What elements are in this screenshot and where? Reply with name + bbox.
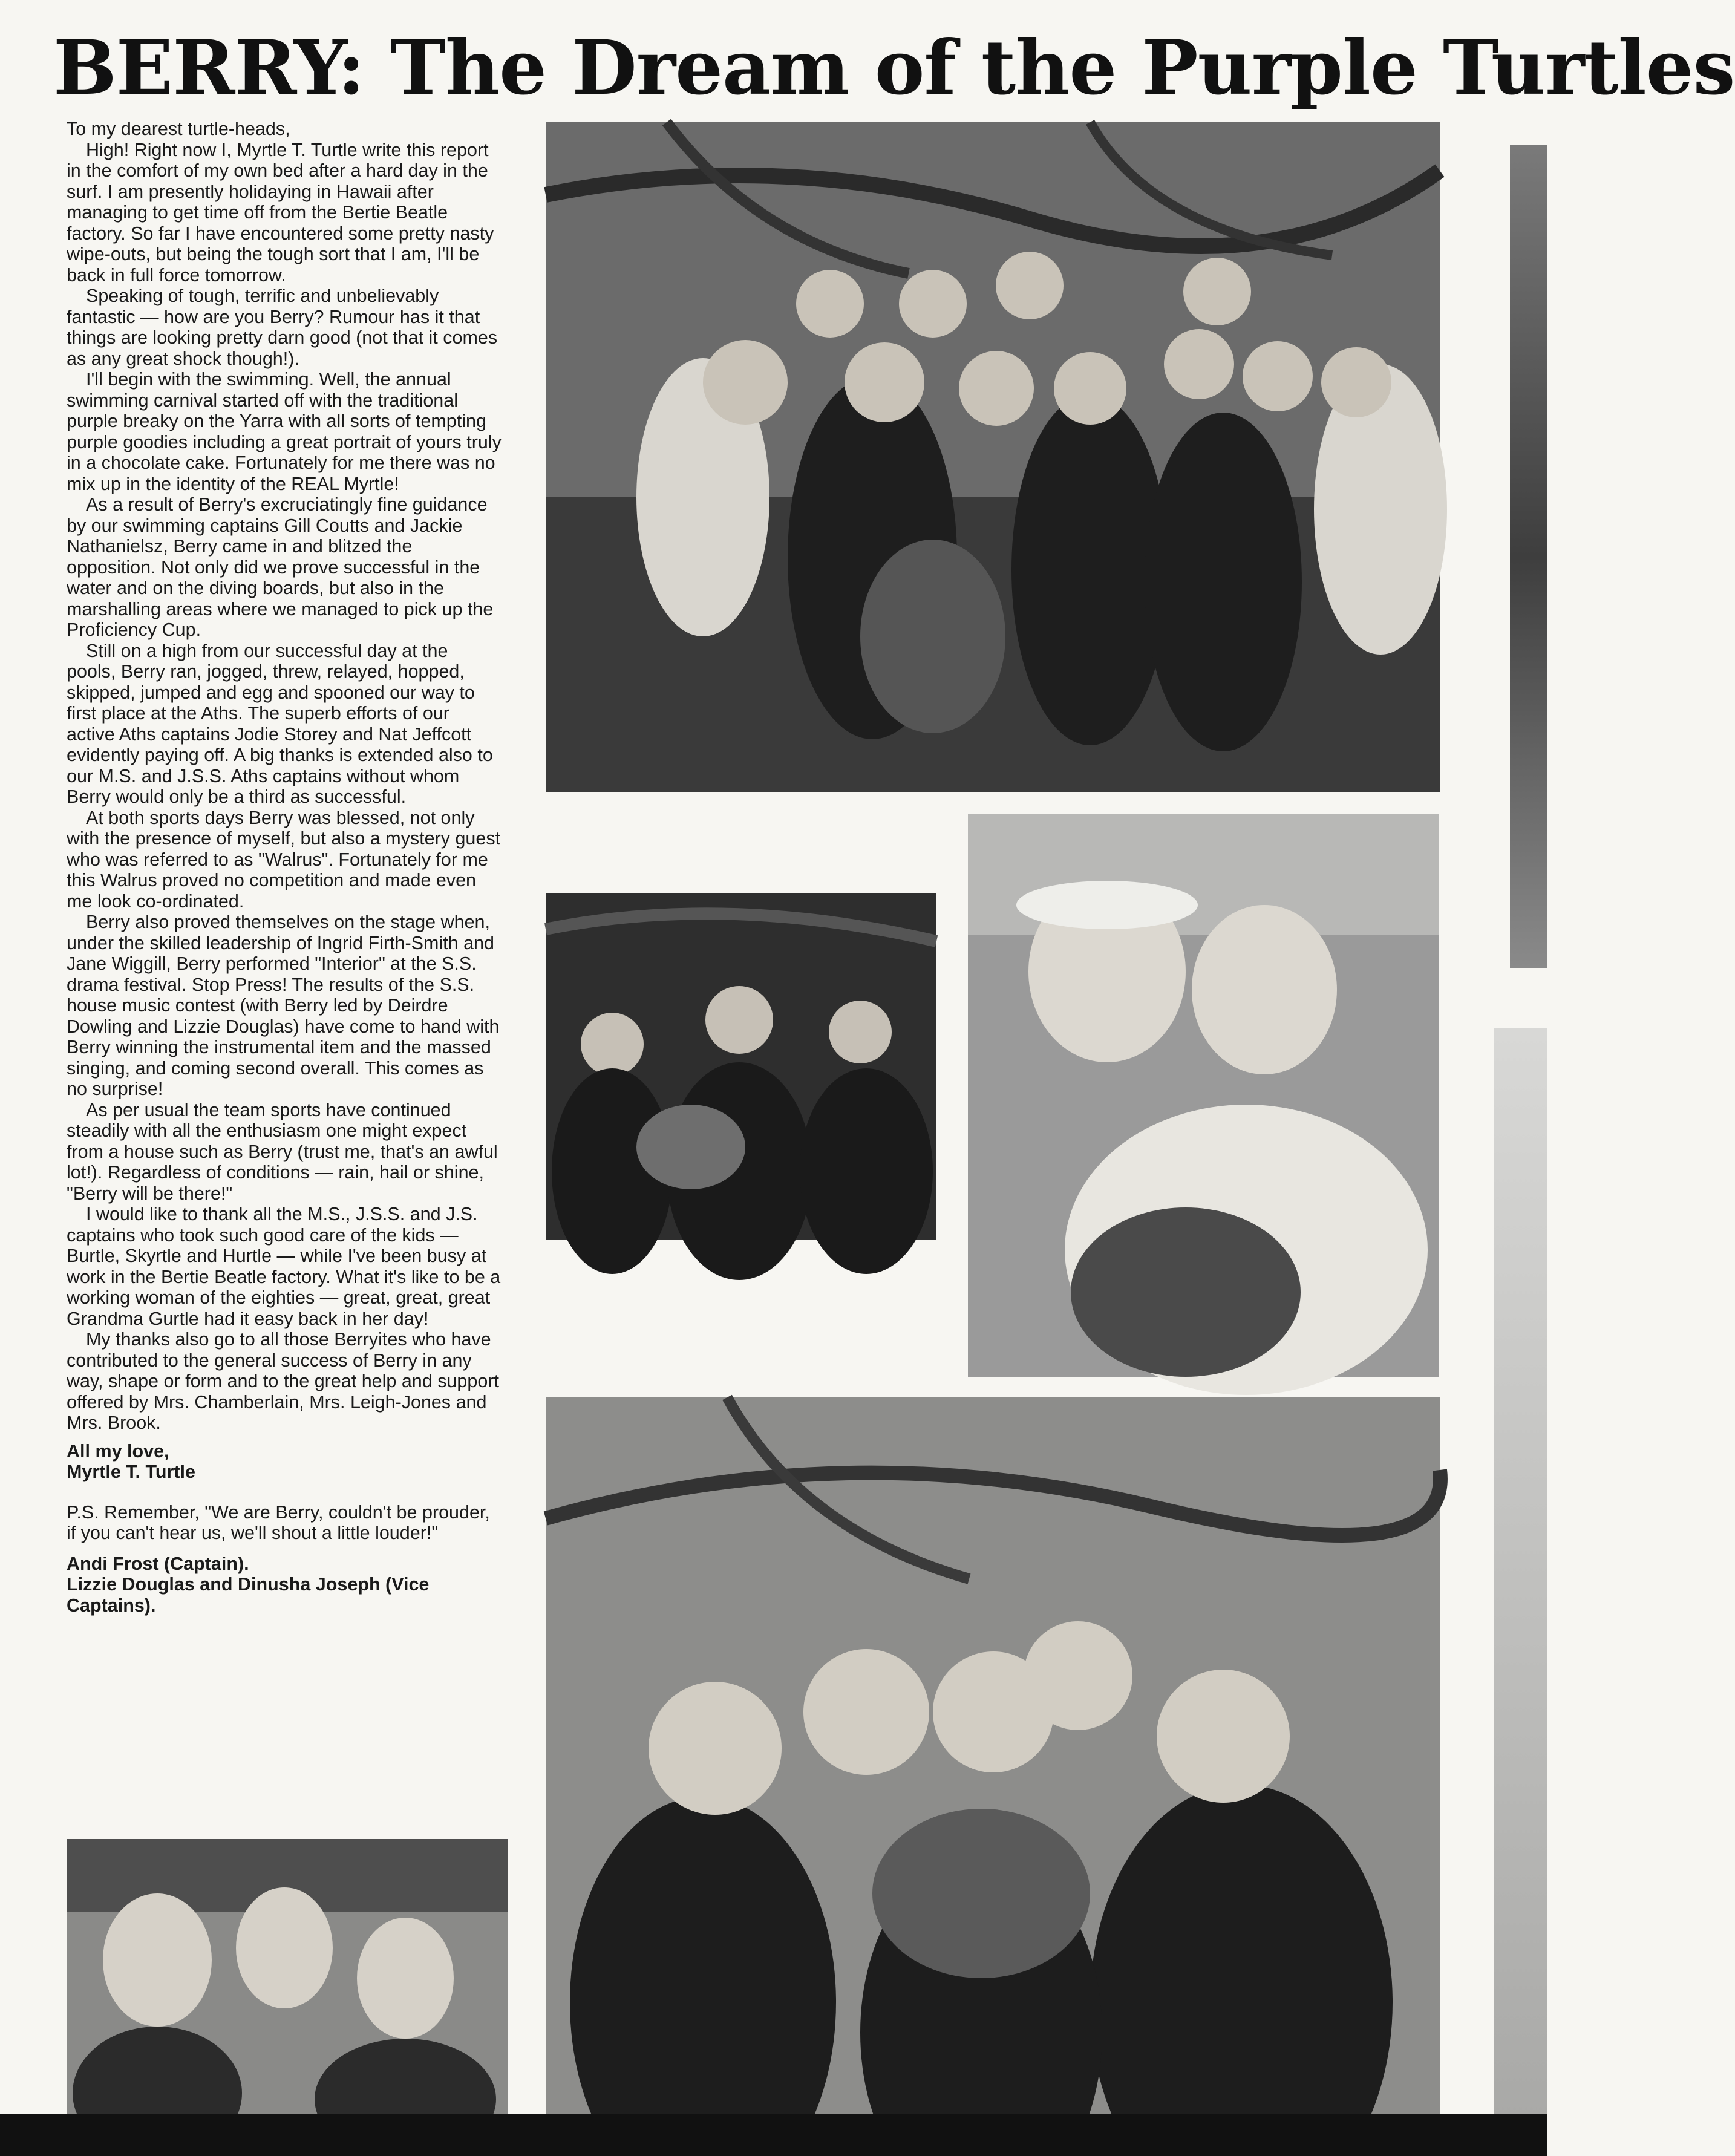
postscript: P.S. Remember, "We are Berry, couldn't be prouder, if you can't hear us, we'll shout a little louder!" [67,1501,490,1543]
article-paragraph: As per usual the team sports have continued steadily with all the enthusiasm one might expect from a house such as Berry (trust me, that's an awful lot!). Regardless of conditions — rain, hail or shine, "Berry will be there!" [67,1099,498,1204]
article-paragraph: Speaking of tough, terrific and unbelievably fantastic — how are you Berry? Rumour has it that things are looking pretty darn good (not that it comes as any great shock though!). [67,286,498,369]
trio-photo [546,893,936,1240]
cheering-photo [67,1839,508,2115]
article-paragraph: Still on a high from our successful day at the pools, Berry ran, jogged, threw, relayed, hopped, skipped, jumped and egg and spooned our way to first place at the Aths. The superb efforts of our active Aths captains Jodie Storey and Nat Jeffcott evidently paying off. A big thanks is extended also to our M.S. and J.S.S. Aths captains without whom Berry would only be a third as successful. [67,640,493,807]
article-paragraph: Berry also proved themselves on the stage when, under the skilled leadership of Ingrid Firth-Smith and Jane Wiggill, Berry performed "Interior" at the S.S. drama festival. Stop Press! The results of the S.S. house music contest (with Berry led by Deirdre Dowling and Lizzie Douglas) have come to hand with Berry winning the instrumental item and the massed singing, and coming second overall. This comes as no surprise! [67,912,500,1099]
credits [67,1553,502,1616]
credits-captain: Andi Frost (Captain). [67,1553,249,1574]
article-paragraph: My thanks also go to all those Berryites who have contributed to the general success of Berry in any way, shape or form and to the great help and support offered by Mrs. Chamberlain, Mrs. Leigh-Jones and Mrs. Brook. [67,1329,499,1433]
signoff-line: All my love, [67,1440,169,1462]
group-photo [546,122,1440,792]
bottom-border [0,2114,1547,2156]
article-column [67,119,502,1616]
page-title: BERRY: The Dream of the Purple Turtles [53,24,1735,112]
article-paragraph: To my dearest turtle-heads, [67,119,290,139]
group-with-walrus-photo [546,1397,1440,2115]
article-paragraph: I'll begin with the swimming. Well, the annual swimming carnival started off with the traditional purple breaky on the Yarra with all sorts of tempting purple goodies including a great portrait of yours truly in a chocolate cake. Fortunately for me there was no mix up in the identity of the REAL Myrtle! [67,369,502,494]
page-edge-photo [1510,145,1547,968]
signoff [67,1441,502,1483]
credits-vice-captains: Lizzie Douglas and Dinusha Joseph (Vice Captains). [67,1574,430,1616]
duo-photo [968,814,1439,1377]
signoff-name: Myrtle T. Turtle [67,1462,195,1482]
article-paragraph: High! Right now I, Myrtle T. Turtle write this report in the comfort of my own bed after a hard day in the surf. I am presently holidaying in Hawaii after managing to get time off from the Bertie Beatle factory. So far I have encountered some pretty nasty wipe-outs, but being the tough sort that I am, I'll be back in full force tomorrow. [67,139,494,286]
article-paragraph: As a result of Berry's excruciatingly fine guidance by our swimming captains Gill Coutts and Jackie Nathanielsz, Berry came in and blitzed the opposition. Not only did we prove successful in the water and on the diving boards, but also in the marshalling areas where we managed to pick up the Proficiency Cup. [67,494,494,640]
article-paragraph: At both sports days Berry was blessed, not only with the presence of myself, but also a mystery guest who was referred to as "Walrus". Fortunately for me this Walrus proved no competition and made even me look co-ordinated. [67,807,501,912]
page-edge-photo [1494,1028,1547,2141]
article-paragraph: I would like to thank all the M.S., J.S.S. and J.S. captains who took such good care of the kids — Burtle, Skyrtle and Hurtle — while I've been busy at work in the Bertie Beatle factory. What it's like to be a working woman of the eighties — great, great, great Grandma Gurtle had it easy back in her day! [67,1204,501,1329]
